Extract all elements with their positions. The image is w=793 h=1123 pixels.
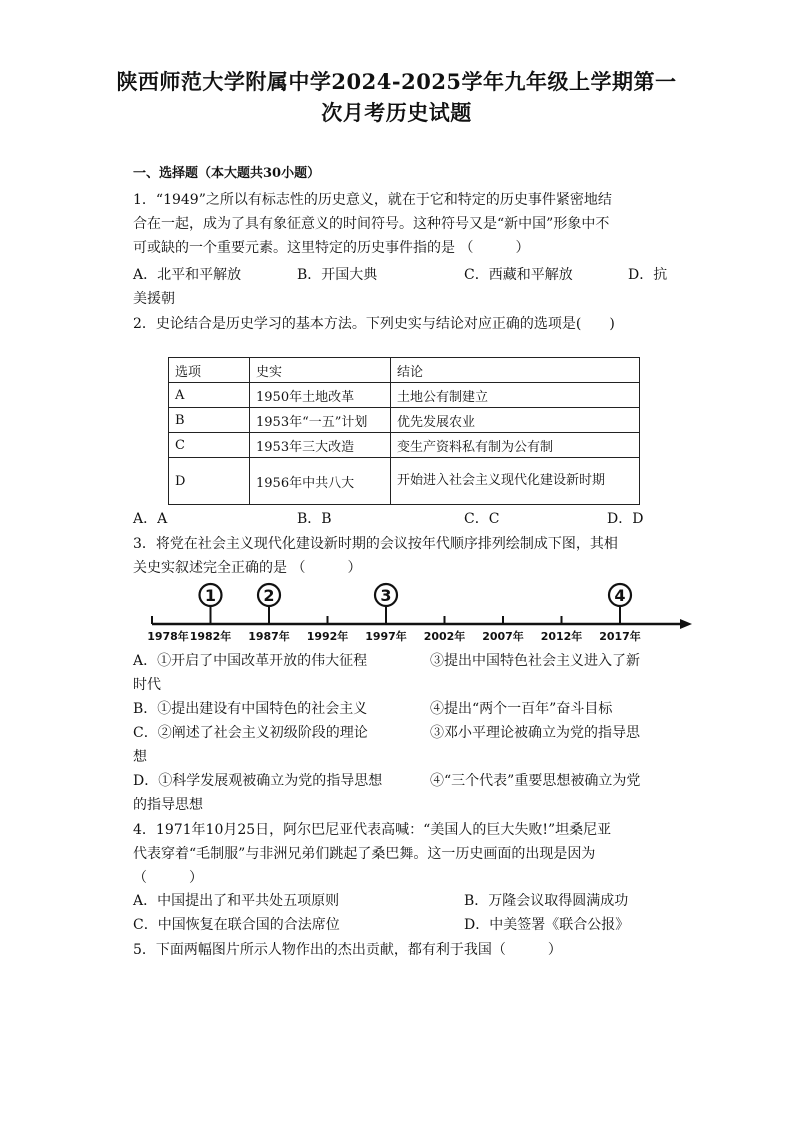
table-cell: 1953年“一五”计划 (250, 408, 391, 433)
question-4-stem (133, 818, 673, 890)
q4-stem-line-3: （ ） (133, 870, 203, 886)
table-cell: 变生产资料私有制为公有制 (391, 433, 640, 458)
q3-option-a-right: ③提出中国特色社会主义进入了新 (430, 653, 640, 669)
timeline-year-label: 2007年 (482, 630, 524, 643)
question-2-stem: 2．史论结合是历史学习的基本方法。下列史实与结论对应正确的选项是( ) (133, 316, 615, 332)
q3-option-c-right: ③邓小平理论被确立为党的指导思 (430, 725, 640, 741)
table-header-cell: 选项 (169, 358, 250, 383)
table-cell: 1953年三大改造 (250, 433, 391, 458)
table-cell: D (169, 458, 250, 505)
table-cell: 1956年中共八大 (250, 458, 391, 505)
q3-stem-line-1: 3．将党在社会主义现代化建设新时期的会议按年代顺序排列绘制成下图，其相 (133, 536, 618, 552)
q2-option-c: C．C (464, 511, 500, 527)
timeline-year-label: 1987年 (248, 630, 290, 643)
section-heading: 一、选择题（本大题共30小题） (133, 166, 321, 181)
q2-table (168, 357, 640, 505)
timeline-year-label: 2017年 (599, 630, 641, 643)
q3-option-b-right: ④提出“两个一百年”奋斗目标 (430, 701, 613, 717)
table-cell: 土地公有制建立 (391, 383, 640, 408)
q3-option-d-cont: 的指导思想 (133, 797, 203, 813)
q2-option-d: D．D (607, 511, 644, 527)
table-row (169, 383, 640, 408)
timeline-year-label: 2002年 (423, 630, 466, 643)
q3-stem-line-2: 关史实叙述完全正确的是 （ ） (133, 560, 362, 576)
q3-option-c-cont: 想 (133, 749, 147, 765)
q3-option-b: B．①提出建设有中国特色的社会主义 (133, 701, 368, 717)
table-cell: C (169, 433, 250, 458)
table-header-row (169, 358, 640, 383)
q1-option-a: A．北平和平解放 (133, 267, 242, 283)
q3-option-c: C．②阐述了社会主义初级阶段的理论 (133, 725, 368, 741)
q3-option-d: D．①科学发展观被确立为党的指导思想 (133, 773, 383, 789)
q4-option-b: B．万隆会议取得圆满成功 (464, 893, 629, 909)
timeline-marker-label: 2 (263, 586, 275, 605)
question-5-stem: 5．下面两幅图片所示人物作出的杰出贡献，都有利于我国（ ） (133, 942, 562, 958)
q1-option-b: B．开国大典 (297, 267, 378, 283)
q1-option-d: D．抗 (628, 267, 668, 283)
q4-option-d: D．中美签署《联合公报》 (464, 917, 630, 933)
title-line-2: 次月考历史试题 (321, 100, 472, 125)
q4-option-a: A．中国提出了和平共处五项原则 (133, 893, 340, 909)
table-header-cell: 结论 (391, 358, 640, 383)
q4-stem-line-1: 4．1971年10月25日，阿尔巴尼亚代表高喊：“美国人的巨大失败!”坦桑尼亚 (133, 822, 612, 838)
q1-stem-line-3: 可或缺的一个重要元素。这里特定的历史事件指的是 （ ） (133, 240, 530, 256)
q2-option-b: B．B (297, 511, 332, 527)
timeline-figure (140, 578, 695, 646)
timeline-marker-label: 1 (204, 586, 217, 605)
table-cell: A (169, 383, 250, 408)
question-1-stem (133, 188, 673, 260)
table-cell: 优先发展农业 (391, 408, 640, 433)
q4-option-c: C．中国恢复在联合国的合法席位 (133, 917, 340, 933)
timeline-year-label: 1997年 (365, 630, 407, 643)
q4-stem-line-2: 代表穿着“毛制服”与非洲兄弟们跳起了桑巴舞。这一历史画面的出现是因为 (133, 846, 596, 862)
table-cell: 1950年土地改革 (250, 383, 391, 408)
timeline-arrowhead (680, 619, 692, 629)
table-row (169, 408, 640, 433)
q2-option-a: A．A (133, 511, 168, 527)
table-cell: B (169, 408, 250, 433)
timeline-marker-label: 3 (380, 586, 392, 605)
q3-option-d-right: ④“三个代表”重要思想被确立为党 (430, 773, 641, 789)
q1-option-d-cont: 美援朝 (133, 291, 175, 307)
q1-option-c: C．西藏和平解放 (464, 267, 573, 283)
table-row (169, 433, 640, 458)
exam-title (100, 66, 693, 128)
timeline-year-label: 1978年 (147, 630, 189, 643)
table-row (169, 458, 640, 505)
q1-stem-line-2: 合在一起，成为了具有象征意义的时间符号。这种符号又是“新中国”形象中不 (133, 216, 610, 232)
question-3-stem (133, 532, 673, 580)
table-header-cell: 史实 (250, 358, 391, 383)
timeline-year-label: 1992年 (306, 630, 349, 643)
q1-stem-line-1: 1．“1949”之所以有标志性的历史意义，就在于它和特定的历史事件紧密地结 (133, 192, 612, 208)
q3-option-a: A．①开启了中国改革开放的伟大征程 (133, 653, 368, 669)
table-cell: 开始进入社会主义现代化建设新时期 (391, 458, 640, 505)
timeline-marker-label: 4 (614, 586, 626, 605)
timeline-year-label: 2012年 (540, 630, 583, 643)
title-line-1: 陕西师范大学附属中学2024-2025学年九年级上学期第一 (116, 69, 677, 94)
timeline-year-label: 1982年 (189, 630, 232, 643)
q3-option-a-cont: 时代 (133, 677, 161, 693)
